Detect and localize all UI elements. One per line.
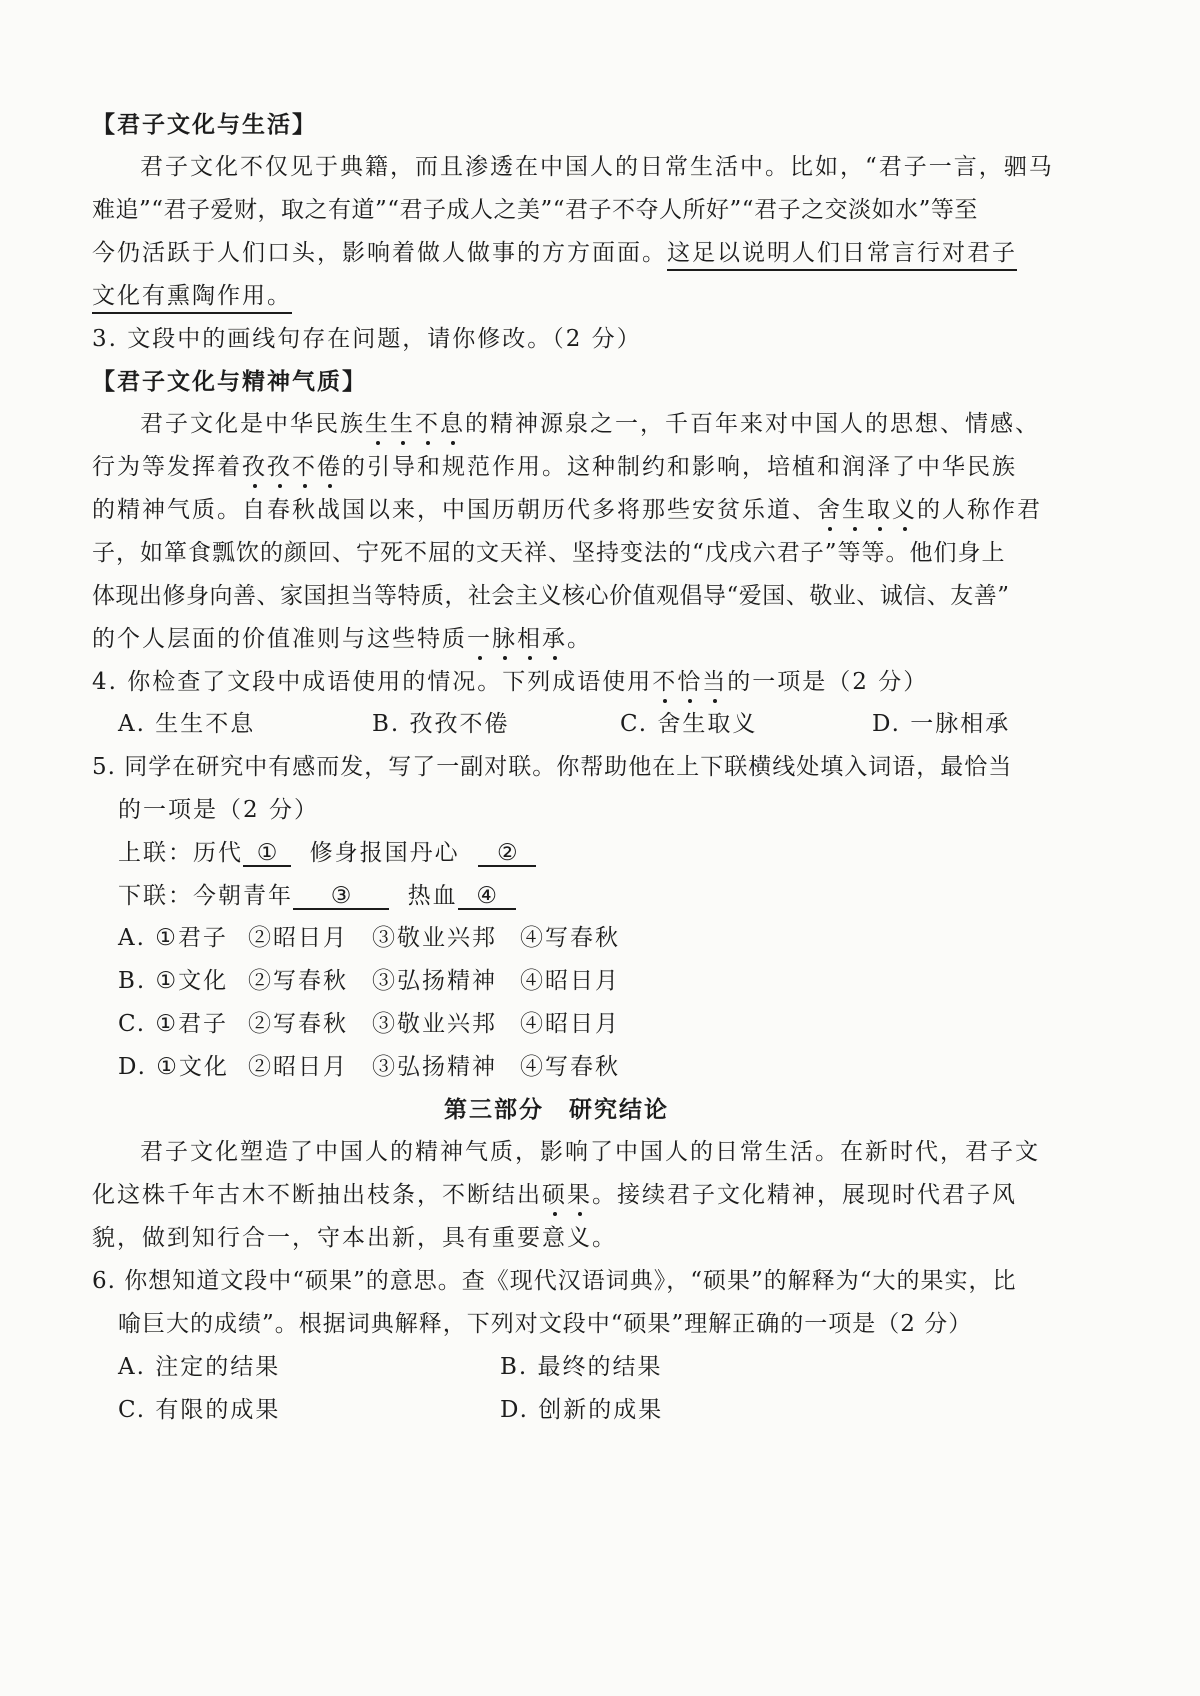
question-5-stem: 的一项是（2 分）: [118, 797, 319, 823]
plain-text: 。接续君子文化精神，展现时代君子风: [592, 1182, 1017, 1208]
couplet-label: 下联：今朝青年: [118, 883, 293, 909]
plain-text: 今仍活跃于人们口头，影响着做人做事的方方面面。: [92, 240, 667, 266]
emphasis-char: 相: [517, 626, 542, 652]
option-b-4: ④昭日月: [520, 968, 620, 994]
plain-text: 的精神源泉之一，千百年来对中国人的思想、情感、: [465, 411, 1040, 437]
paragraph-line: 子，如箪食瓢饮的颜回、宁死不屈的文天祥、坚持变法的“戊戌六君子”等等。他们身上: [92, 540, 1006, 566]
option-b: B. 最终的结果: [500, 1354, 663, 1380]
option-c: C. 舍生取义: [620, 711, 758, 737]
dotted-idiom: [467, 626, 567, 652]
dotted-idiom: [817, 497, 917, 523]
option-a: A. 生生不息: [118, 711, 256, 737]
paragraph-line: 体现出修身向善、家国担当等特质，社会主义核心价值观倡导“爱国、敬业、诚信、友善”: [92, 583, 1010, 609]
option-d: D. 一脉相承: [872, 711, 1011, 737]
emphasis-char: 硕: [542, 1182, 567, 1208]
paragraph-line: [140, 413, 1040, 436]
question-6-stem: 喻巨大的成绩”。根据词典解释，下列对文段中“硕果”理解正确的一项是（2 分）: [118, 1311, 973, 1337]
option-c: C. 有限的成果: [118, 1397, 281, 1423]
plain-text: 的一项是（2 分）: [727, 669, 929, 695]
option-b-2: ②写春秋: [248, 968, 348, 994]
couplet-lower: [118, 885, 516, 910]
emphasis-char: 取: [867, 497, 892, 523]
emphasis-char: 果: [567, 1182, 592, 1208]
emphasis-char: 不: [292, 454, 317, 480]
plain-text: 。: [567, 626, 592, 652]
blank-2: ②: [478, 842, 536, 867]
couplet-text: 修身报国丹心: [309, 840, 460, 866]
part-three-title: 第三部分 研究结论: [444, 1096, 669, 1123]
section-heading-life: 【君子文化与生活】: [92, 111, 317, 138]
option-c-1: C. ①君子: [118, 1011, 229, 1037]
paragraph-line: 难追”“君子爱财，取之有道”“君子成人之美”“君子不夺人所好”“君子之交淡如水”等至: [92, 197, 978, 223]
emphasis-char: 舍: [817, 497, 842, 523]
option-d-3: ③弘扬精神: [372, 1054, 497, 1080]
option-c-2: ②写春秋: [248, 1011, 348, 1037]
emphasis-char: 倦: [317, 454, 342, 480]
blank-4: ④: [458, 885, 516, 910]
emphasis-char: 孜: [242, 454, 267, 480]
option-d: D. 创新的成果: [500, 1397, 664, 1423]
option-d-1: D. ①文化: [118, 1054, 229, 1080]
question-5-stem: 5. 同学在研究中有感而发，写了一副对联。你帮助他在上下联横线处填入词语，最恰当: [92, 754, 1013, 780]
emphasis-char: 生: [842, 497, 867, 523]
emphasis-char: 脉: [492, 626, 517, 652]
option-a: A. 注定的结果: [118, 1354, 281, 1380]
paragraph-line: 君子文化塑造了中国人的精神气质，影响了中国人的日常生活。在新时代，君子文: [140, 1139, 1040, 1165]
option-d-4: ④写春秋: [520, 1054, 620, 1080]
option-b: B. 孜孜不倦: [372, 711, 510, 737]
emphasis-char: 一: [467, 626, 492, 652]
question-4-stem: [92, 671, 928, 694]
couplet-upper: [118, 842, 536, 867]
option-a-1: A. ①君子: [118, 925, 228, 951]
plain-text: 君子文化是中华民族: [140, 411, 365, 437]
option-d-2: ②昭日月: [248, 1054, 348, 1080]
emphasis-char: 当: [702, 669, 728, 695]
option-c-3: ③敬业兴邦: [372, 1011, 497, 1037]
option-a-2: ②昭日月: [248, 925, 348, 951]
plain-text: 化这株千年古木不断抽出枝条，不断结出: [92, 1182, 542, 1208]
emphasis-char: 不: [652, 669, 678, 695]
paragraph-line: [92, 1184, 1017, 1207]
question-6-stem: 6. 你想知道文段中“硕果”的意思。查《现代汉语词典》，“硕果”的解释为“大的果实，比: [92, 1268, 1017, 1294]
emphasis-char: 生: [365, 411, 390, 437]
emphasis-char: 承: [542, 626, 567, 652]
option-b-3: ③弘扬精神: [372, 968, 497, 994]
option-b-1: B. ①文化: [118, 968, 229, 994]
dotted-keyword: [542, 1182, 592, 1208]
paragraph-line: 君子文化不仅见于典籍，而且渗透在中国人的日常生活中。比如，“君子一言，驷马: [140, 154, 1054, 180]
paragraph-line: [92, 499, 1042, 522]
paragraph-line: [92, 285, 292, 308]
underlined-sentence: 文化有熏陶作用。: [92, 283, 292, 314]
plain-text: 的引导和规范作用。这种制约和影响，培植和润泽了中华民族: [342, 454, 1017, 480]
blank-3: ③: [293, 885, 389, 910]
option-a-3: ③敬业兴邦: [372, 925, 497, 951]
plain-text: 的个人层面的价值准则与这些特质: [92, 626, 467, 652]
plain-text: 4. 你检查了文段中成语使用的情况。下列成语使用: [92, 669, 653, 695]
emphasis-char: 恰: [677, 669, 703, 695]
plain-text: 的精神气质。自春秋战国以来，中国历朝历代多将那些安贫乐道、: [92, 497, 817, 523]
underlined-sentence: 这足以说明人们日常言行对君子: [667, 240, 1017, 271]
option-c-4: ④昭日月: [520, 1011, 620, 1037]
question-3: 3. 文段中的画线句存在问题，请你修改。（2 分）: [92, 326, 642, 352]
emphasis-char: 生: [390, 411, 415, 437]
blank-1: ①: [243, 842, 291, 867]
emphasis-char: 不: [415, 411, 440, 437]
paragraph-line: [92, 628, 592, 651]
paragraph-line: 貌，做到知行合一，守本出新，具有重要意义。: [92, 1225, 617, 1251]
emphasis-char: 义: [892, 497, 917, 523]
dotted-keyword: [652, 669, 727, 695]
plain-text: 行为等发挥着: [92, 454, 242, 480]
emphasis-char: 息: [440, 411, 465, 437]
plain-text: 的人称作君: [917, 497, 1042, 523]
dotted-idiom: [365, 411, 465, 437]
dotted-idiom: [242, 454, 342, 480]
couplet-text: 热血: [407, 883, 458, 909]
couplet-label: 上联：历代: [118, 840, 243, 866]
section-heading-spirit: 【君子文化与精神气质】: [92, 368, 367, 395]
paragraph-line: [92, 456, 1017, 479]
emphasis-char: 孜: [267, 454, 292, 480]
paragraph-line: [92, 242, 1017, 265]
option-a-4: ④写春秋: [520, 925, 620, 951]
